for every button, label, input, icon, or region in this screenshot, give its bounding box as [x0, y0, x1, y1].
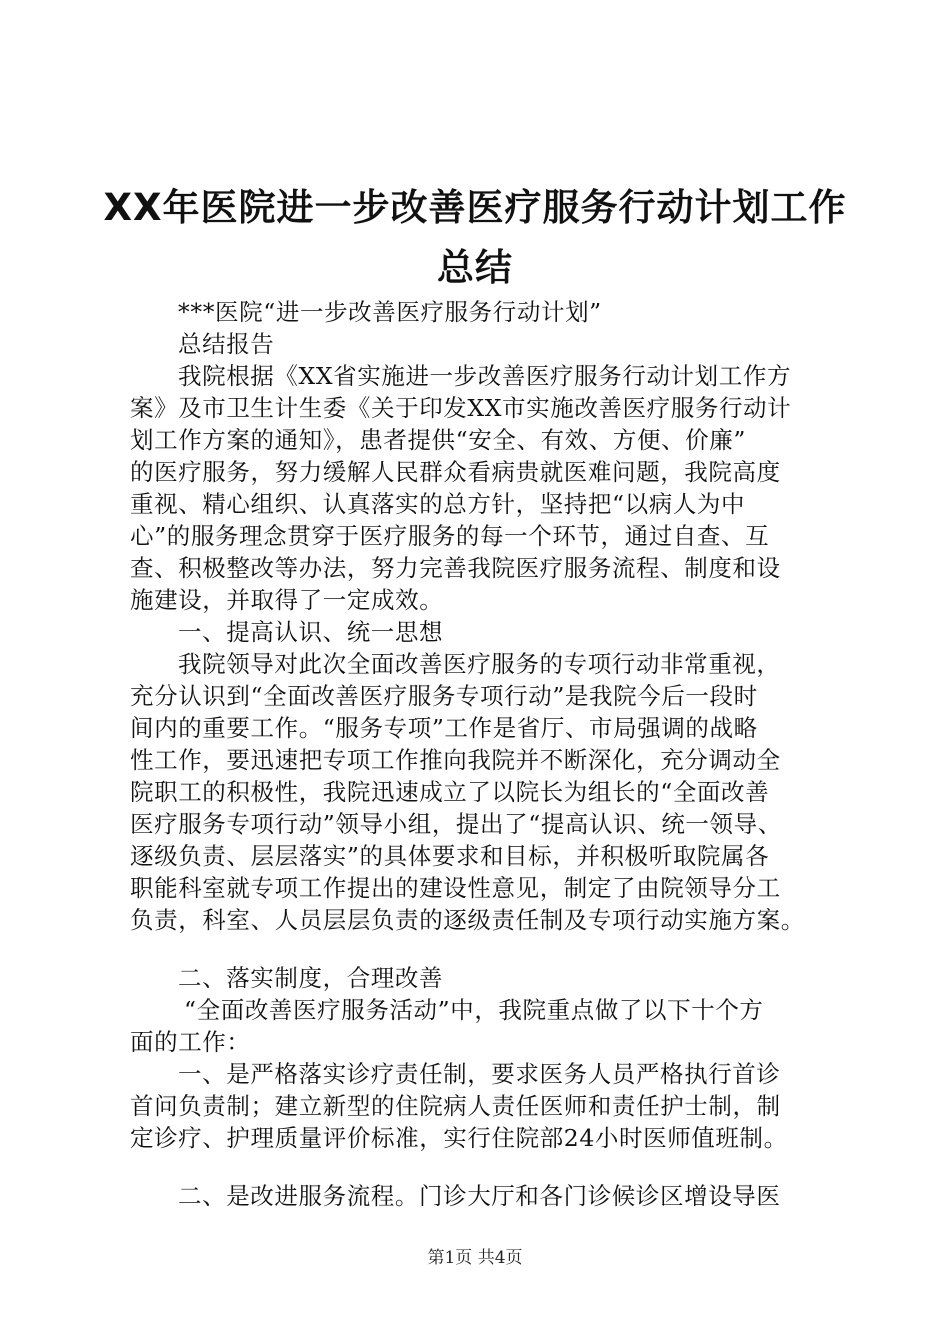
paragraph-line: 案》及市卫生计生委《关于印发XX市实施改善医疗服务行动计 [130, 394, 792, 422]
paragraph-line: 面的工作： [130, 1028, 251, 1056]
paragraph-line: 重视、精心组织、认真落实的总方针，坚持把“以病人为中 [130, 490, 746, 518]
subtitle-line: 总结报告 [178, 330, 275, 358]
section-heading: 二、落实制度，合理改善 [178, 964, 444, 992]
paragraph-line: 医疗服务专项行动”领导小组，提出了“提高认识、统一领导、 [130, 810, 782, 838]
paragraph-line: 院职工的积极性，我院迅速成立了以院长为组长的“全面改善 [130, 778, 770, 806]
paragraph-line: 一、是严格落实诊疗责任制，要求医务人员严格执行首诊 [178, 1060, 781, 1088]
paragraph-line: 查、积极整改等办法，努力完善我院医疗服务流程、制度和设 [130, 554, 781, 582]
paragraph-line: 的医疗服务，努力缓解人民群众看病贵就医难问题，我院高度 [130, 458, 781, 486]
paragraph-line: 施建设，并取得了一定成效。 [130, 586, 444, 614]
paragraph-line: 二、是改进服务流程。门诊大厅和各门诊候诊区增设导医 [178, 1182, 781, 1210]
paragraph-line: 首问负责制；建立新型的住院病人责任医师和责任护士制，制 [130, 1092, 781, 1120]
document-body [130, 296, 850, 1212]
paragraph-line: 职能科室就专项工作提出的建设性意见，制定了由院领导分工 [130, 874, 781, 902]
paragraph-line: 性工作，要迅速把专项工作推向我院并不断深化，充分调动全 [130, 746, 781, 774]
paragraph-line: 充分认识到“全面改善医疗服务专项行动”是我院今后一段时 [130, 682, 758, 710]
paragraph-line: 定诊疗、护理质量评价标准，实行住院部24小时医师值班制。 [130, 1124, 788, 1152]
paragraph-line: 逐级负责、层层落实”的具体要求和目标，并积极听取院属各 [130, 842, 770, 870]
paragraph-line: 间内的重要工作。“服务专项”工作是省厅、市局强调的战略 [130, 714, 758, 742]
section-heading: 一、提高认识、统一思想 [178, 618, 444, 646]
page-number-footer: 第1页 共4页 [427, 1248, 523, 1268]
paragraph-line: 负责，科室、人员层层负责的逐级责任制及专项行动实施方案。 [130, 906, 805, 934]
paragraph-line: 心”的服务理念贯穿于医疗服务的每一个环节，通过自查、互 [130, 522, 770, 550]
subtitle-line: ***医院“进一步改善医疗服务行动计划” [178, 298, 602, 326]
document-title-line-2: 总结 [437, 246, 513, 289]
paragraph-line: 划工作方案的通知》，患者提供“安全、有效、方便、价廉” [130, 426, 746, 454]
paragraph-line: 我院根据《XX省实施进一步改善医疗服务行动计划工作方 [178, 362, 792, 390]
paragraph-line: 我院领导对此次全面改善医疗服务的专项行动非常重视， [178, 650, 781, 678]
document-title-line-1: XX年医院进一步改善医疗服务行动计划工作 [103, 186, 847, 229]
paragraph-line: “全面改善医疗服务活动”中，我院重点做了以下十个方 [184, 996, 764, 1024]
